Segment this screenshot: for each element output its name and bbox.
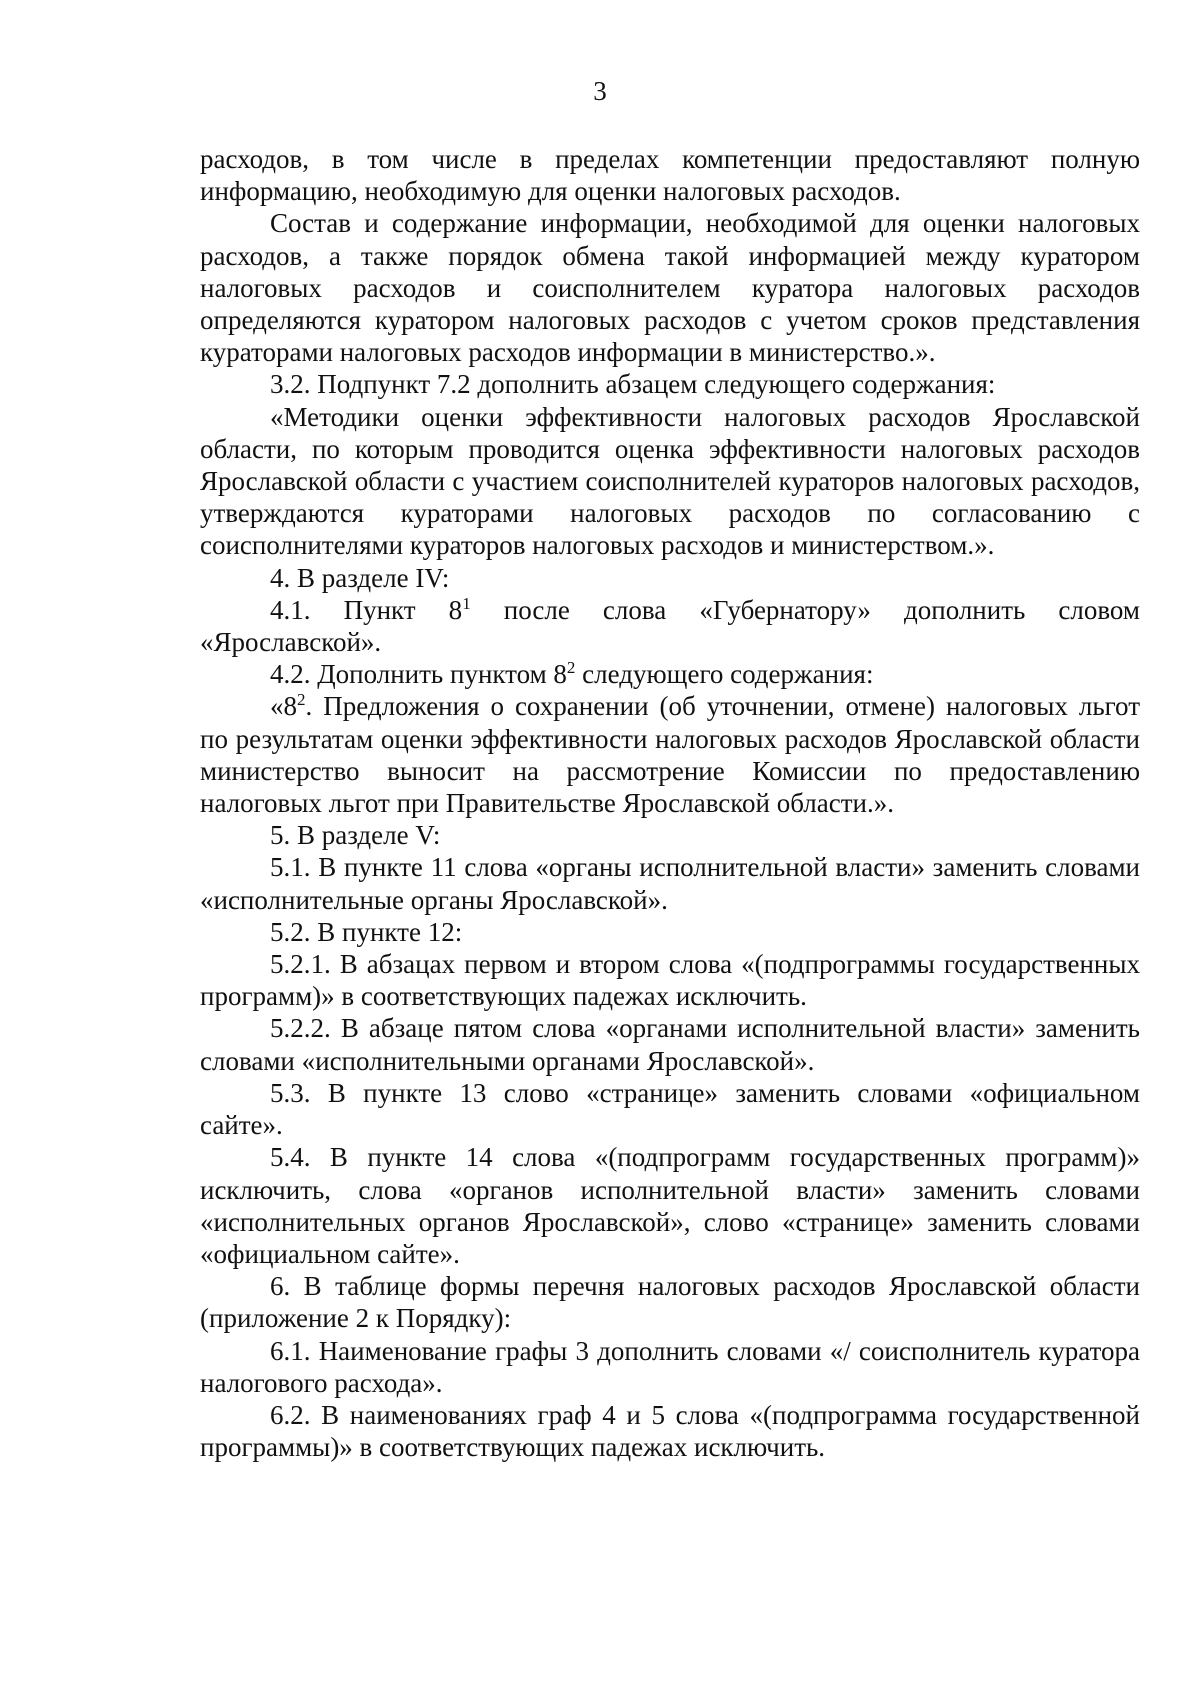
paragraph-item-5-2-1: 5.2.1. В абзацах первом и втором слова «(подпрограммы государственных программ)» в соответствующих падежах исключить.	[200, 949, 1140, 1012]
paragraph-continuation: расходов, в том числе в пределах компетенции предоставляют полную информацию, необходимую для оценки налоговых расходов.	[200, 144, 1140, 207]
item-4-1-text-after: после слова «Губернатору» дополнить словом «Ярославской».	[200, 594, 1141, 658]
paragraph-item-6-1: 6.1. Наименование графы 3 дополнить словами «/ соисполнитель куратора налогового расхода».	[200, 1335, 1140, 1398]
paragraph-item-5-1: 5.1. В пункте 11 слова «органы исполнительной власти» заменить словами «исполнительные органы Ярославской».	[200, 852, 1140, 915]
paragraph-item-3-2: 3.2. Подпункт 7.2 дополнить абзацем следующего содержания:	[270, 369, 996, 400]
point-8-2-superscript: 2	[297, 690, 306, 710]
paragraph-section-5: 5. В разделе V:	[270, 820, 441, 851]
point-8-2-text-before: «8	[270, 691, 297, 722]
paragraph-item-4-2	[200, 658, 1140, 690]
paragraph-section-4: 4. В разделе IV:	[270, 562, 450, 593]
item-4-2-superscript: 2	[566, 658, 576, 678]
item-4-2-text-after: следующего содержания:	[575, 659, 874, 690]
paragraph-item-5-2-2: 5.2.2. В абзаце пятом слова «органами исполнительной власти» заменить словами «исполнительными органами Ярославской».	[200, 1013, 1140, 1076]
item-4-2-text-before: 4.2. Дополнить пунктом 8	[270, 659, 567, 690]
paragraph-item-5-3: 5.3. В пункте 13 слово «странице» заменить словами «официальном сайте».	[200, 1077, 1140, 1141]
item-4-1-superscript: 1	[462, 593, 471, 613]
paragraph-methodology-quote: «Методики оценки эффективности налоговых расходов Ярославской области, по которым проводится оценка эффективности налоговых расходов Ярославской области с участием соисполнителей кураторов налоговых расходов, утверждаются кураторами налоговых расходов по согласованию с соисполнителями кураторов налоговых расходов и министерством.».	[200, 401, 1140, 561]
paragraph-point-8-2-quote	[200, 690, 1140, 819]
paragraph-item-6-2: 6.2. В наименованиях граф 4 и 5 слова «(подпрограмма государственной программы)» в соответствующих падежах исключить.	[200, 1399, 1140, 1463]
document-body	[200, 143, 1140, 1463]
paragraph-item-4-1	[200, 594, 1140, 658]
paragraph-section-6: 6. В таблице формы перечня налоговых расходов Ярославской области (приложение 2 к Порядку):	[200, 1271, 1140, 1334]
paragraph-item-5-2: 5.2. В пункте 12:	[270, 916, 463, 947]
point-8-2-text-after: . Предложения о сохранении (об уточнении, отмене) налоговых льгот по результатам оценки эффективности налоговых расходов Ярославской области министерство выносит на рассмотрение Комиссии по предоставлению налоговых льгот при Правительстве Ярославской области.».	[200, 691, 1140, 819]
paragraph-item-5-4: 5.4. В пункте 14 слова «(подпрограмм государственных программ)» исключить, слова «органов исполнительной власти» заменить словами «исполнительных органов Ярославской», слово «странице» заменить словами «официальном сайте».	[200, 1142, 1140, 1269]
page-number: 3	[593, 76, 607, 106]
item-4-1-text-before: 4.1. Пункт 8	[270, 594, 463, 625]
paragraph-information-composition: Состав и содержание информации, необходимой для оценки налоговых расходов, а также порядок обмена такой информацией между куратором налоговых расходов и соисполнителем куратора налоговых расходов определяются куратором налоговых расходов с учетом сроков представления кураторами налоговых расходов информации в министерство.».	[200, 208, 1140, 368]
